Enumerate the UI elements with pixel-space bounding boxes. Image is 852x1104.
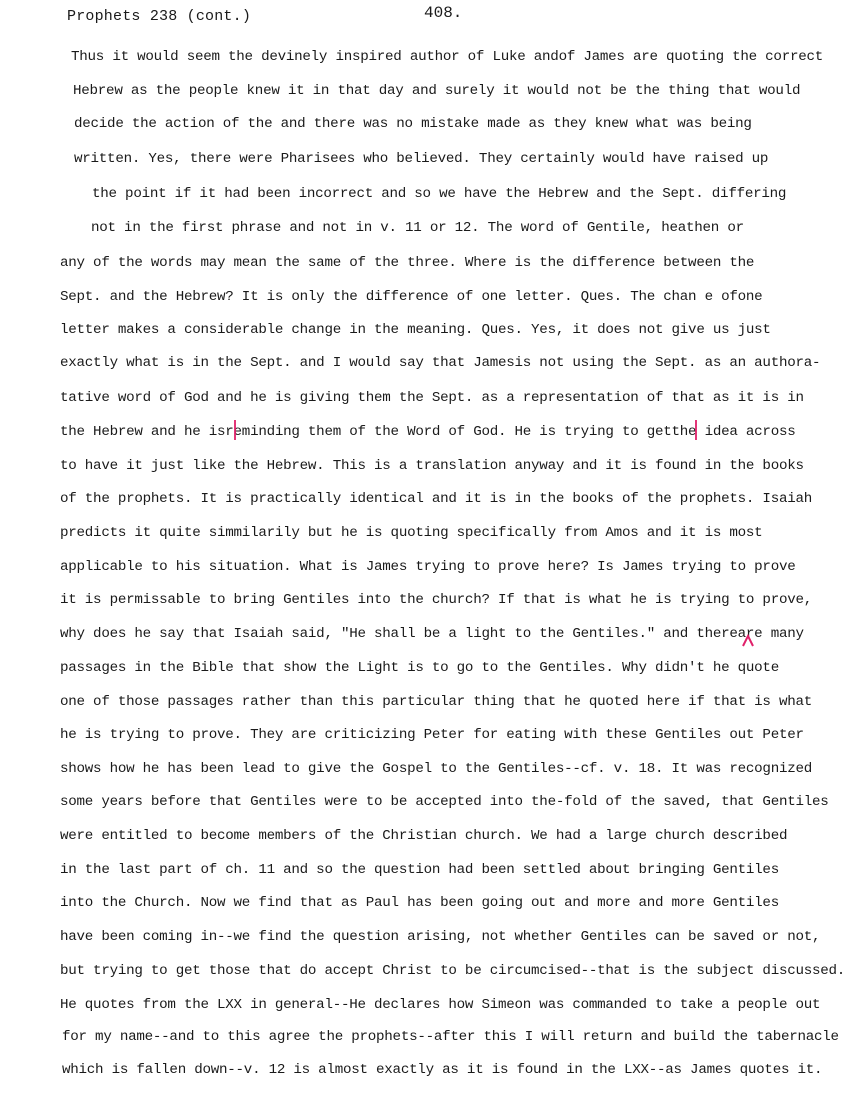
text-line: one of those passages rather than this particular thing that he quoted here if that is what xyxy=(60,694,813,710)
page-header-title: Prophets 238 (cont.) xyxy=(67,8,252,25)
text-line: why does he say that Isaiah said, "He shall be a light to the Gentiles." and thereare many xyxy=(60,626,804,642)
page-number: 408. xyxy=(424,4,463,22)
text-line: into the Church. Now we find that as Paul has been going out and more and more Gentiles xyxy=(60,895,779,911)
text-line: applicable to his situation. What is James trying to prove here? Is James trying to prove xyxy=(60,559,796,575)
text-line: some years before that Gentiles were to be accepted into the-fold of the saved, that Gentiles xyxy=(60,794,829,810)
text-line: Sept. and the Hebrew? It is only the difference of one letter. Ques. The chan e ofone xyxy=(60,289,763,305)
proof-mark-caret-icon xyxy=(741,634,755,648)
text-line: Hebrew as the people knew it in that day and surely it would not be the thing that would xyxy=(73,83,801,99)
text-line: passages in the Bible that show the Light is to go to the Gentiles. Why didn't he quote xyxy=(60,660,779,676)
text-line: predicts it quite simmilarily but he is quoting specifically from Amos and it is most xyxy=(60,525,763,541)
text-line: of the prophets. It is practically identical and it is in the books of the prophets. Isaiah xyxy=(60,491,813,507)
text-line: not in the first phrase and not in v. 11 or 12. The word of Gentile, heathen or xyxy=(91,220,744,236)
text-line: tative word of God and he is giving them the Sept. as a representation of that as it is in xyxy=(60,390,804,406)
text-line: the point if it had been incorrect and so we have the Hebrew and the Sept. differing xyxy=(92,186,787,202)
text-line: have been coming in--we find the question arising, not whether Gentiles can be saved or not, xyxy=(60,929,821,945)
proof-mark-separator-icon xyxy=(693,419,699,441)
text-line: he is trying to prove. They are criticizing Peter for eating with these Gentiles out Peter xyxy=(60,727,804,743)
text-line: in the last part of ch. 11 and so the question had been settled about bringing Gentiles xyxy=(60,862,779,878)
text-line: Thus it would seem the devinely inspired author of Luke andof James are quoting the correct xyxy=(71,49,824,65)
text-line: decide the action of the and there was no mistake made as they knew what was being xyxy=(74,116,752,132)
text-line: which is fallen down--v. 12 is almost exactly as it is found in the LXX--as James quotes it. xyxy=(62,1062,823,1078)
text-line: it is permissable to bring Gentiles into the church? If that is what he is trying to prove, xyxy=(60,592,813,608)
text-line: for my name--and to this agree the prophets--after this I will return and build the tabernacle xyxy=(62,1029,839,1045)
text-line: to have it just like the Hebrew. This is a translation anyway and it is found in the books xyxy=(60,458,804,474)
text-line: letter makes a considerable change in the meaning. Ques. Yes, it does not give us just xyxy=(60,322,771,338)
text-line: but trying to get those that do accept Christ to be circumcised--that is the subject discussed. xyxy=(60,963,846,979)
text-line: written. Yes, there were Pharisees who believed. They certainly would have raised up xyxy=(74,151,769,167)
text-line: shows how he has been lead to give the Gospel to the Gentiles--cf. v. 18. It was recognized xyxy=(60,761,813,777)
text-line: exactly what is in the Sept. and I would say that Jamesis not using the Sept. as an authora- xyxy=(60,355,821,371)
text-line: any of the words may mean the same of the three. Where is the difference between the xyxy=(60,255,755,271)
text-line: the Hebrew and he isreminding them of the Word of God. He is trying to getthe idea across xyxy=(60,424,796,440)
text-line: were entitled to become members of the Christian church. We had a large church described xyxy=(60,828,788,844)
text-line: He quotes from the LXX in general--He declares how Simeon was commanded to take a people out xyxy=(60,997,821,1013)
proof-mark-separator-icon xyxy=(232,419,238,441)
